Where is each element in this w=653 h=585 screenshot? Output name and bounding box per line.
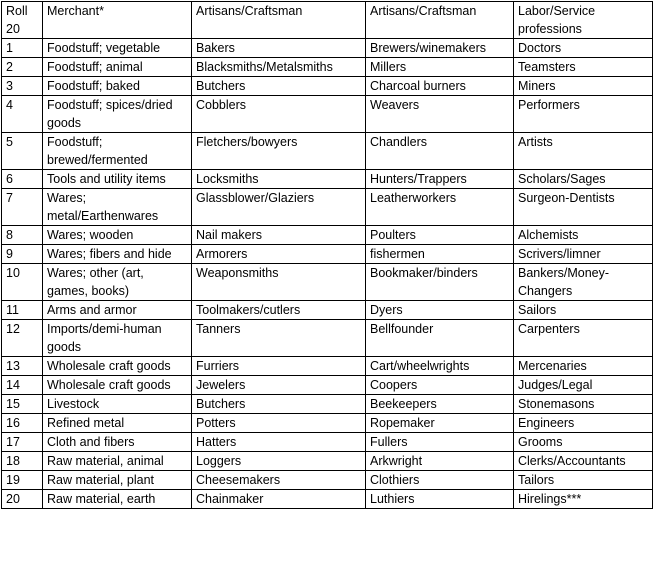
roll-cell: 14 — [2, 376, 43, 395]
table-row — [2, 264, 653, 301]
artisan-cell-2: Chandlers — [366, 133, 514, 170]
artisan-cell-2: Ropemaker — [366, 414, 514, 433]
header-row — [2, 2, 653, 39]
labor-service-cell: Stonemasons — [514, 395, 653, 414]
roll-cell: 6 — [2, 170, 43, 189]
artisan-cell-1: Butchers — [192, 77, 366, 96]
artisan-cell-2: Brewers/winemakers — [366, 39, 514, 58]
artisan-cell-1: Nail makers — [192, 226, 366, 245]
table-row — [2, 226, 653, 245]
roll-cell: 15 — [2, 395, 43, 414]
roll-cell: 1 — [2, 39, 43, 58]
artisan-cell-2: Clothiers — [366, 471, 514, 490]
labor-service-cell: Sailors — [514, 301, 653, 320]
table-row — [2, 301, 653, 320]
artisan-cell-2: Charcoal burners — [366, 77, 514, 96]
labor-service-cell: Surgeon-Dentists — [514, 189, 653, 226]
artisan-cell-1: Hatters — [192, 433, 366, 452]
merchant-cell: Livestock — [43, 395, 192, 414]
labor-service-cell: Performers — [514, 96, 653, 133]
roll-cell: 18 — [2, 452, 43, 471]
table-row — [2, 77, 653, 96]
roll-cell: 13 — [2, 357, 43, 376]
roll-cell: 16 — [2, 414, 43, 433]
labor-service-cell: Doctors — [514, 39, 653, 58]
table-row — [2, 58, 653, 77]
table-row — [2, 433, 653, 452]
artisan-cell-2: Poulters — [366, 226, 514, 245]
roll-cell: 7 — [2, 189, 43, 226]
table-row — [2, 414, 653, 433]
merchant-cell: Wares; wooden — [43, 226, 192, 245]
artisan-cell-1: Glassblower/Glaziers — [192, 189, 366, 226]
artisan-cell-1: Loggers — [192, 452, 366, 471]
roll-cell: 2 — [2, 58, 43, 77]
artisan-cell-2: fishermen — [366, 245, 514, 264]
artisan-cell-2: Coopers — [366, 376, 514, 395]
merchant-cell: Foodstuff; spices/dried goods — [43, 96, 192, 133]
table-row — [2, 39, 653, 58]
table-row — [2, 376, 653, 395]
merchant-cell: Imports/demi-human goods — [43, 320, 192, 357]
merchant-cell: Arms and armor — [43, 301, 192, 320]
merchant-cell: Raw material, plant — [43, 471, 192, 490]
header-merchant: Merchant* — [43, 2, 192, 39]
artisan-cell-2: Bookmaker/binders — [366, 264, 514, 301]
merchant-cell: Wares; metal/Earthenwares — [43, 189, 192, 226]
labor-service-cell: Alchemists — [514, 226, 653, 245]
artisan-cell-1: Blacksmiths/Metalsmiths — [192, 58, 366, 77]
artisan-cell-1: Chainmaker — [192, 490, 366, 509]
merchant-cell: Foodstuff; animal — [43, 58, 192, 77]
merchant-cell: Wares; fibers and hide — [43, 245, 192, 264]
artisan-cell-1: Fletchers/bowyers — [192, 133, 366, 170]
artisan-cell-1: Cobblers — [192, 96, 366, 133]
roll-cell: 20 — [2, 490, 43, 509]
labor-service-cell: Scholars/Sages — [514, 170, 653, 189]
header-artisans-1: Artisans/Craftsman — [192, 2, 366, 39]
artisan-cell-1: Bakers — [192, 39, 366, 58]
artisan-cell-2: Cart/wheelwrights — [366, 357, 514, 376]
table-row — [2, 357, 653, 376]
merchant-cell: Raw material, animal — [43, 452, 192, 471]
roll-cell: 12 — [2, 320, 43, 357]
header-labor-service: Labor/Service professions — [514, 2, 653, 39]
header-roll: Roll 20 — [2, 2, 43, 39]
roll-cell: 4 — [2, 96, 43, 133]
roll-cell: 3 — [2, 77, 43, 96]
artisan-cell-1: Toolmakers/cutlers — [192, 301, 366, 320]
artisan-cell-2: Leatherworkers — [366, 189, 514, 226]
table-row — [2, 170, 653, 189]
artisan-cell-1: Armorers — [192, 245, 366, 264]
labor-service-cell: Engineers — [514, 414, 653, 433]
labor-service-cell: Carpenters — [514, 320, 653, 357]
labor-service-cell: Teamsters — [514, 58, 653, 77]
roll-cell: 5 — [2, 133, 43, 170]
artisan-cell-1: Cheesemakers — [192, 471, 366, 490]
labor-service-cell: Judges/Legal — [514, 376, 653, 395]
merchant-cell: Foodstuff; brewed/fermented — [43, 133, 192, 170]
merchant-cell: Foodstuff; baked — [43, 77, 192, 96]
roll-cell: 8 — [2, 226, 43, 245]
labor-service-cell: Hirelings*** — [514, 490, 653, 509]
artisan-cell-2: Fullers — [366, 433, 514, 452]
artisan-cell-2: Hunters/Trappers — [366, 170, 514, 189]
artisan-cell-2: Dyers — [366, 301, 514, 320]
labor-service-cell: Miners — [514, 77, 653, 96]
roll-cell: 10 — [2, 264, 43, 301]
artisan-cell-2: Luthiers — [366, 490, 514, 509]
artisan-cell-2: Weavers — [366, 96, 514, 133]
table-body — [2, 39, 653, 509]
labor-service-cell: Artists — [514, 133, 653, 170]
artisan-cell-1: Potters — [192, 414, 366, 433]
artisan-cell-1: Weaponsmiths — [192, 264, 366, 301]
table-row — [2, 133, 653, 170]
labor-service-cell: Tailors — [514, 471, 653, 490]
roll-cell: 17 — [2, 433, 43, 452]
merchant-cell: Foodstuff; vegetable — [43, 39, 192, 58]
labor-service-cell: Mercenaries — [514, 357, 653, 376]
artisan-cell-2: Bellfounder — [366, 320, 514, 357]
artisan-cell-2: Millers — [366, 58, 514, 77]
artisan-cell-1: Locksmiths — [192, 170, 366, 189]
occupation-roll-table — [1, 1, 653, 509]
merchant-cell: Refined metal — [43, 414, 192, 433]
table-row — [2, 471, 653, 490]
artisan-cell-1: Jewelers — [192, 376, 366, 395]
table-row — [2, 189, 653, 226]
header-artisans-2: Artisans/Craftsman — [366, 2, 514, 39]
roll-cell: 11 — [2, 301, 43, 320]
artisan-cell-1: Butchers — [192, 395, 366, 414]
labor-service-cell: Bankers/Money-Changers — [514, 264, 653, 301]
labor-service-cell: Grooms — [514, 433, 653, 452]
merchant-cell: Cloth and fibers — [43, 433, 192, 452]
merchant-cell: Wholesale craft goods — [43, 357, 192, 376]
table-row — [2, 96, 653, 133]
labor-service-cell: Scrivers/limner — [514, 245, 653, 264]
table-row — [2, 245, 653, 264]
table-row — [2, 320, 653, 357]
artisan-cell-2: Arkwright — [366, 452, 514, 471]
roll-cell: 9 — [2, 245, 43, 264]
merchant-cell: Tools and utility items — [43, 170, 192, 189]
labor-service-cell: Clerks/Accountants — [514, 452, 653, 471]
artisan-cell-2: Beekeepers — [366, 395, 514, 414]
table-row — [2, 452, 653, 471]
table-row — [2, 490, 653, 509]
artisan-cell-1: Furriers — [192, 357, 366, 376]
table-row — [2, 395, 653, 414]
merchant-cell: Wares; other (art, games, books) — [43, 264, 192, 301]
merchant-cell: Wholesale craft goods — [43, 376, 192, 395]
artisan-cell-1: Tanners — [192, 320, 366, 357]
roll-cell: 19 — [2, 471, 43, 490]
merchant-cell: Raw material, earth — [43, 490, 192, 509]
